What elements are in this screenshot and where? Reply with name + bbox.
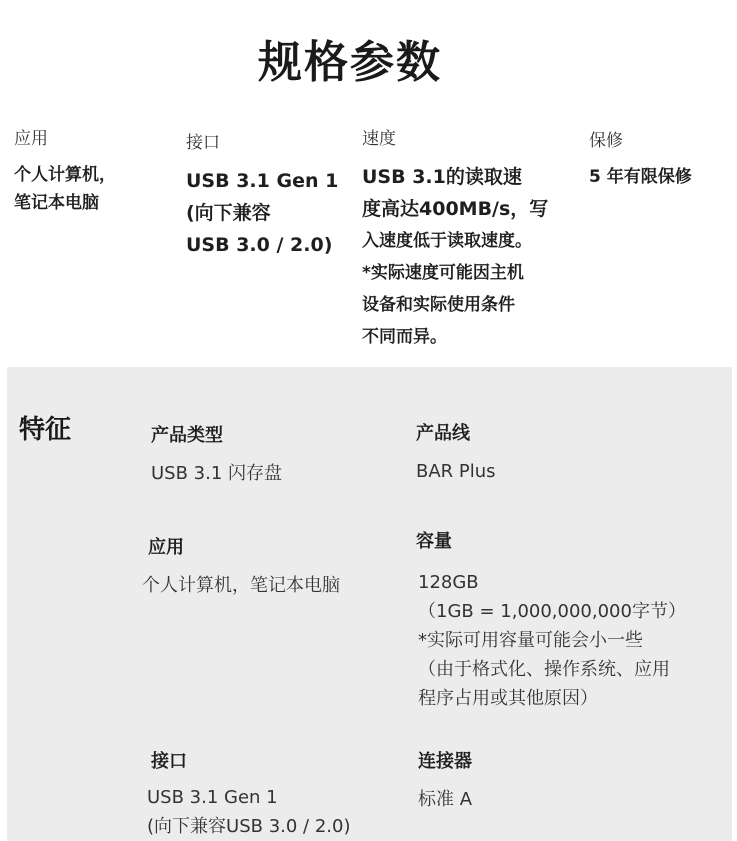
- feature-capacity: [416, 527, 686, 713]
- feature-connector: [418, 747, 472, 814]
- spec-heading: 保修: [589, 131, 623, 151]
- page-title: 规格参数: [258, 37, 442, 88]
- spec-value: [14, 161, 116, 217]
- feature-line: 个人计算机，笔记本电脑: [142, 575, 340, 596]
- spec-heading: 应用: [14, 129, 48, 149]
- feature-line: 标准 A: [418, 789, 473, 810]
- feature-line: USB 3.1 闪存盘: [151, 463, 283, 484]
- feature-label: 连接器: [418, 751, 472, 772]
- feature-label: 产品线: [416, 423, 470, 444]
- feature-product-line: [416, 419, 496, 486]
- spec-value: [589, 163, 692, 191]
- feature-line: （1GB = 1,000,000,000字节）: [418, 601, 686, 622]
- spec-speed: [362, 124, 548, 353]
- spec-line: 笔记本电脑: [14, 193, 99, 213]
- spec-line: USB 3.0 / 2.0): [186, 234, 333, 256]
- feature-label: 应用: [148, 537, 184, 558]
- features-title: 特征: [19, 415, 72, 445]
- features-panel: [7, 367, 732, 841]
- feature-line: (向下兼容USB 3.0 / 2.0): [147, 816, 351, 837]
- spec-line: 个人计算机，: [14, 165, 116, 185]
- feature-label: 产品类型: [151, 425, 223, 446]
- spec-heading: 速度: [362, 129, 396, 149]
- feature-line: 128GB: [418, 572, 479, 593]
- feature-line: BAR Plus: [416, 461, 496, 482]
- feature-value: [418, 785, 472, 814]
- feature-value: [416, 457, 496, 486]
- feature-label: 容量: [416, 531, 452, 552]
- spec-line: 5 年有限保修: [589, 167, 692, 187]
- feature-value: [147, 783, 350, 841]
- feature-line: 程序占用或其他原因）: [418, 688, 598, 709]
- spec-line: USB 3.1的读取速: [362, 166, 522, 188]
- spec-line: (向下兼容: [186, 202, 271, 224]
- spec-line: USB 3.1 Gen 1: [186, 170, 339, 192]
- spec-heading: 接口: [186, 133, 220, 153]
- feature-label: 接口: [151, 751, 187, 772]
- feature-line: *实际可用容量可能会小一些: [418, 630, 643, 651]
- feature-application: [142, 533, 340, 600]
- spec-interface: [186, 124, 338, 261]
- spec-value: [362, 161, 548, 353]
- feature-line: USB 3.1 Gen 1: [147, 787, 278, 808]
- feature-interface: [147, 747, 351, 841]
- spec-warranty: [589, 124, 692, 191]
- feature-value: [142, 571, 340, 600]
- spec-value: [186, 165, 338, 261]
- feature-line: （由于格式化、操作系统、应用: [418, 659, 670, 680]
- spec-line: 度高达400MB/s，写: [362, 198, 549, 220]
- spec-line: 设备和实际使用条件: [362, 295, 515, 315]
- feature-product-type: [151, 421, 282, 488]
- spec-line: 不同而异。: [362, 327, 447, 347]
- spec-line: 入速度低于读取速度。: [362, 231, 532, 251]
- spec-line: *实际速度可能因主机: [362, 263, 524, 283]
- spec-application: [14, 124, 116, 217]
- feature-value: [418, 568, 686, 713]
- feature-value: [151, 459, 282, 488]
